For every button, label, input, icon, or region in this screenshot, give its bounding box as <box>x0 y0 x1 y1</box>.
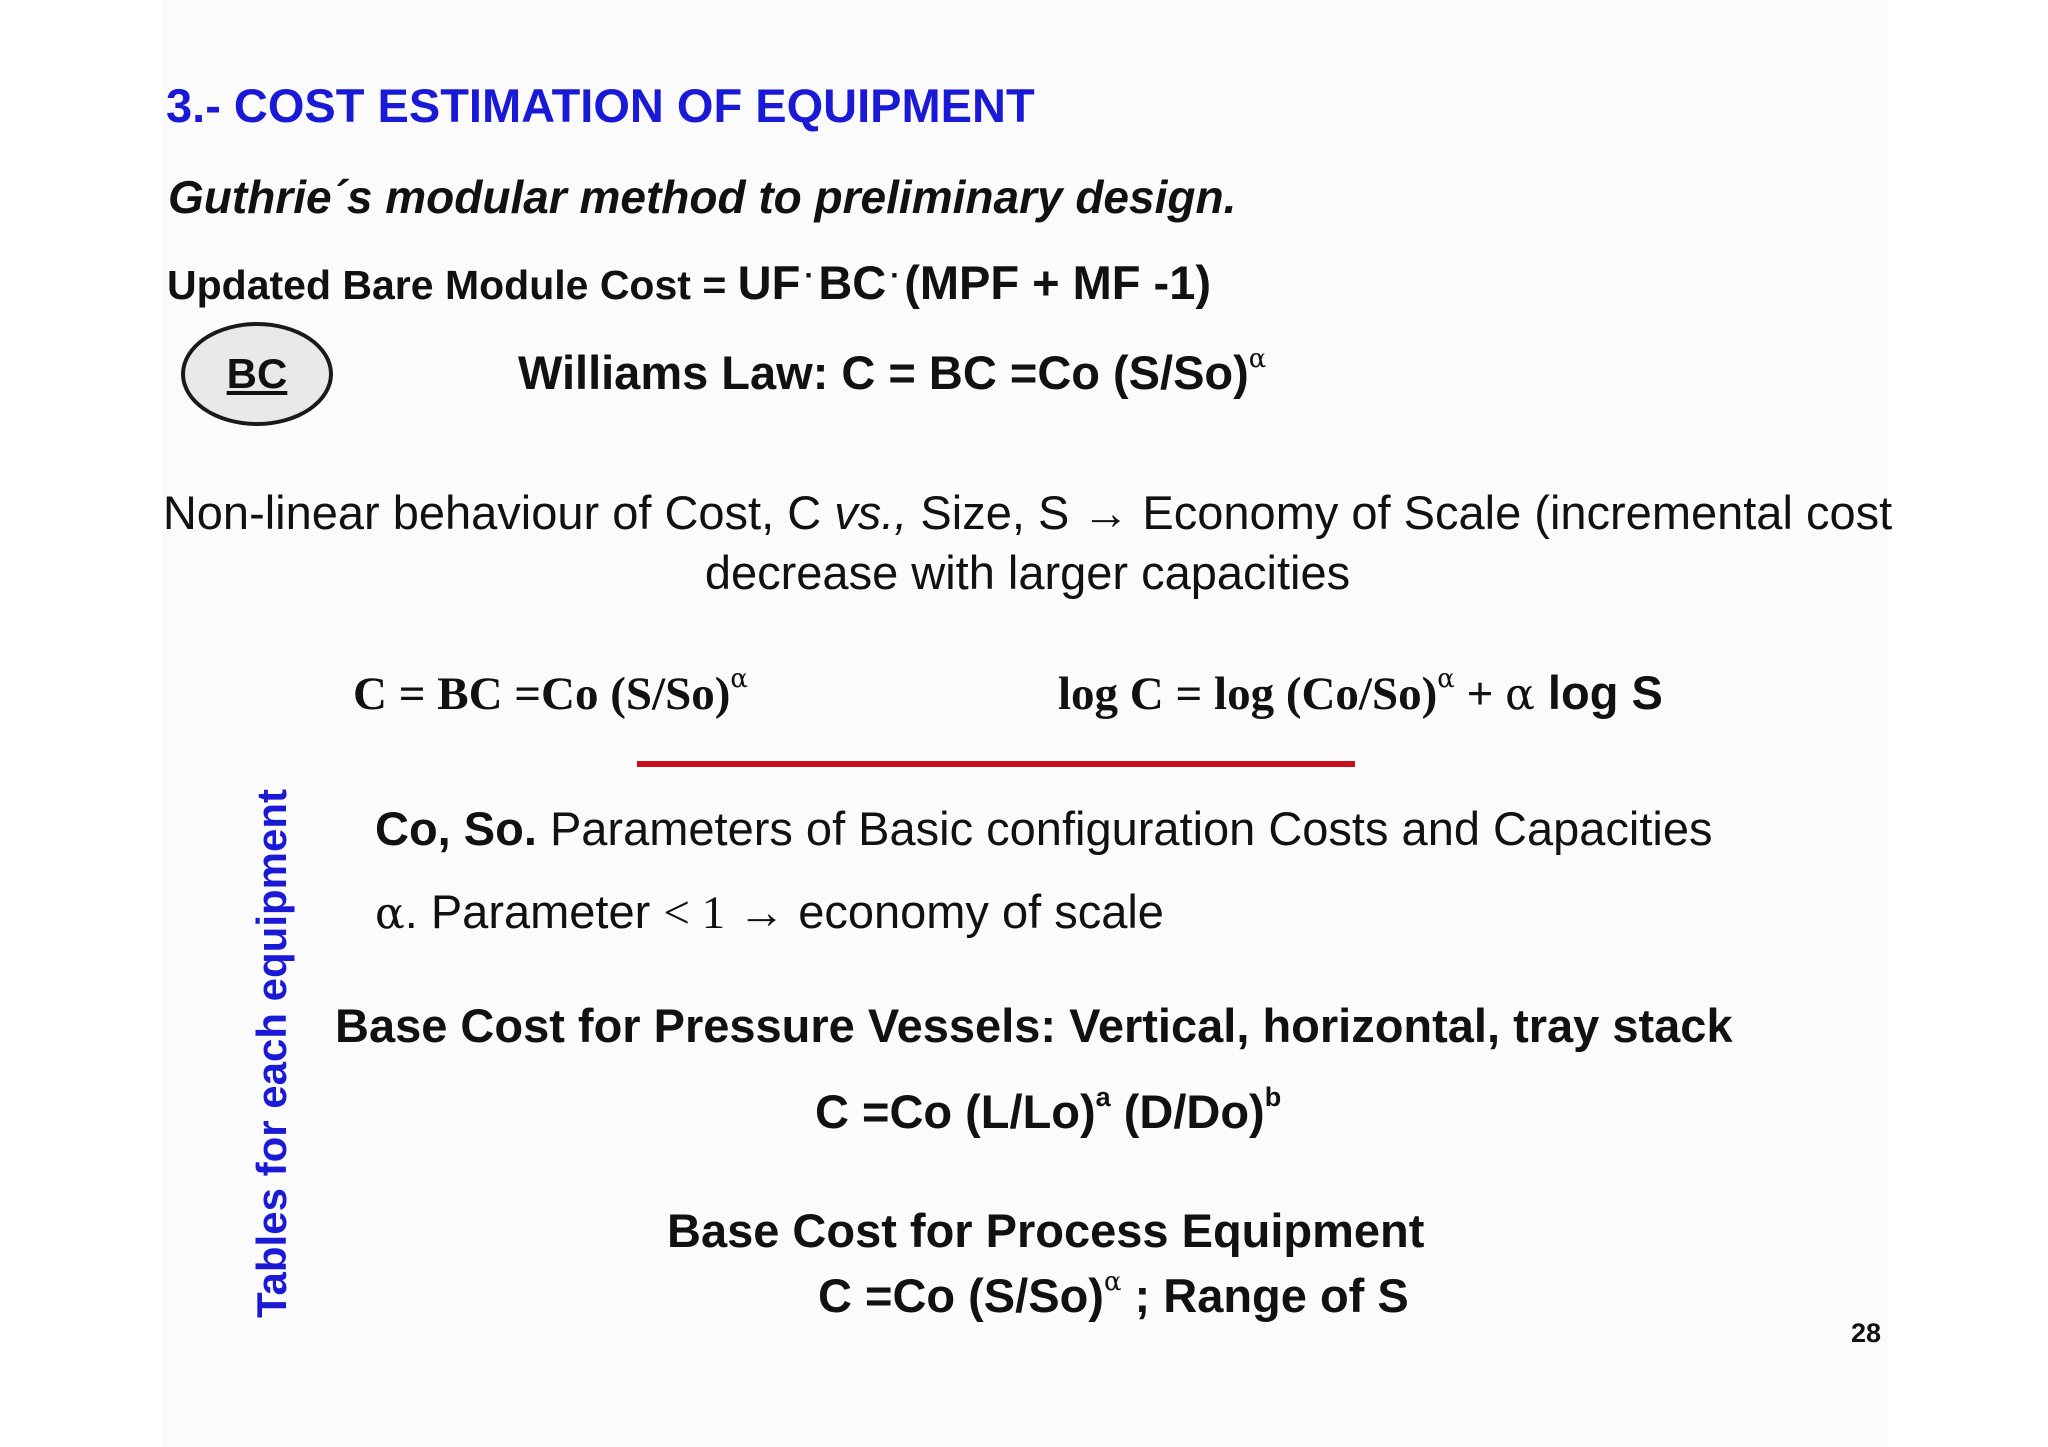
nonlinear-vs: vs., <box>834 486 908 539</box>
bc-oval-label: BC <box>226 350 288 397</box>
slide-title: 3.- COST ESTIMATION OF EQUIPMENT <box>166 79 1035 132</box>
updated-bare-module-cost-formula <box>167 255 1211 310</box>
pe-exponent: α <box>1103 1267 1122 1297</box>
equation-cost-left <box>353 664 748 721</box>
pv-eq-part2: (D/Do) <box>1110 1085 1265 1138</box>
williams-law-text: Williams Law: C = BC =Co (S/So) <box>518 346 1249 399</box>
alpha-text1: . Parameter <box>404 885 664 938</box>
vertical-side-label: Tables for each equipment <box>248 789 295 1318</box>
parameters-text: Parameters of Basic configuration Costs and Capacities <box>536 802 1713 855</box>
pe-eq-part2: ; Range of S <box>1121 1269 1409 1322</box>
process-equipment-equation <box>818 1267 1409 1323</box>
williams-law <box>518 344 1266 400</box>
nonlinear-behaviour-text <box>150 483 1905 603</box>
pressure-vessels-heading: Base Cost for Pressure Vessels: Vertical, horizontal, tray stack <box>335 999 1733 1052</box>
equation-left-exponent: α <box>730 664 748 694</box>
nonlinear-part3: Economy of Scale (incremental cost decrease with larger capacities <box>704 486 1893 599</box>
alpha-text2: economy of scale <box>785 885 1164 938</box>
pv-exp-a: a <box>1095 1082 1111 1112</box>
alpha-parameter-line <box>375 884 1164 940</box>
williams-law-exponent: α <box>1248 344 1267 374</box>
equation-right-text: log C = log (Co/So) <box>1058 668 1438 720</box>
pv-exp-b: b <box>1264 1082 1282 1112</box>
parameters-description <box>375 801 1712 856</box>
formula-uf: UF <box>737 256 801 309</box>
nonlinear-part1: Non-linear behaviour of Cost, C <box>162 486 835 539</box>
process-equipment-heading: Base Cost for Process Equipment <box>667 1204 1425 1257</box>
equation-right-tail: log S <box>1534 666 1663 719</box>
equation-right-exponent: α <box>1437 664 1455 694</box>
red-divider-line <box>637 761 1355 767</box>
parameters-bold: Co, So. <box>375 802 537 855</box>
equation-log-right <box>1058 664 1663 721</box>
pressure-vessels-equation <box>815 1082 1281 1139</box>
formula-dot-2: · <box>890 259 901 292</box>
equation-right-plus: + <box>1454 668 1506 720</box>
nonlinear-part2: Size, S <box>907 486 1083 539</box>
formula-bc: BC <box>818 256 887 309</box>
page-number: 28 <box>1851 1318 1882 1348</box>
formula-label: Updated Bare Module Cost = <box>167 262 738 308</box>
formula-tail: (MPF + MF -1) <box>904 256 1212 309</box>
formula-dot: · <box>804 259 815 292</box>
arrow-right-icon: → <box>1082 486 1130 539</box>
arrow-right-icon-2: → <box>738 885 786 938</box>
pv-eq-part1: C =Co (L/Lo) <box>815 1085 1096 1138</box>
alpha-symbol: α <box>375 888 405 939</box>
equation-left-text: C = BC =Co (S/So) <box>353 668 731 720</box>
slide-subtitle: Guthrie´s modular method to preliminary design. <box>168 171 1237 223</box>
alpha-less-than-one: < 1 <box>663 887 726 939</box>
pe-eq-part1: C =Co (S/So) <box>818 1269 1104 1322</box>
equation-right-alpha: α <box>1505 669 1535 720</box>
bc-oval-badge <box>181 322 333 426</box>
